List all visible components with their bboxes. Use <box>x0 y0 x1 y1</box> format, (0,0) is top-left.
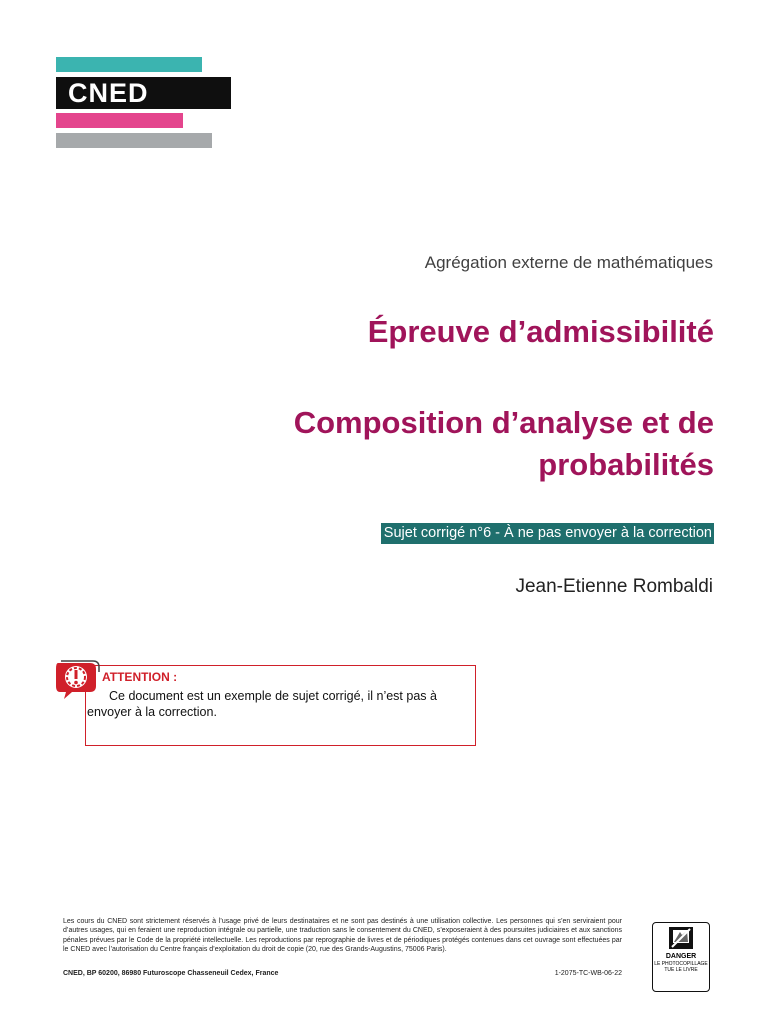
corrected-subject-tag: Sujet corrigé n°6 - À ne pas envoyer à la correction <box>381 523 714 544</box>
document-subject: Composition d’analyse et de probabilités <box>293 405 714 482</box>
danger-word: DANGER <box>665 953 697 960</box>
cned-logo <box>56 77 231 109</box>
logo-text: CNED <box>68 77 149 108</box>
legal-notice: Les cours du CNED sont strictement réservés à l’usage privé de leurs destinataires et ne sont pas destinés à une utilisation collective. Les personnes qui s’en serviraient pour d’autres usages, qui en feraient une reproduction intégrale ou partielle, une traduction sans le consentement du CNED, s’exposeraient à des poursuites judiciaires et aux sanctions pénales prévues par le Code de la propriété intellectuelle. Les reproductions par reprographie de livres et de périodiques protégés contenues dans cet ouvrage sont effectuées par le CNED avec l’autorisation du Centre français d’exploitation du droit de copie (20, rue des Grands-Augustins, 75006 Paris). <box>63 918 622 953</box>
cned-address: CNED, BP 60200, 86980 Futuroscope Chasseneuil Cedex, France <box>63 970 279 977</box>
logo-bar-grey <box>56 133 212 148</box>
logo-bar-teal <box>56 57 202 72</box>
warning-title: ATTENTION : <box>102 670 178 684</box>
photocopier-icon <box>666 923 696 951</box>
document-title: Épreuve d’admissibilité <box>367 314 714 349</box>
danger-photocopy-badge <box>652 922 710 992</box>
author-name: Jean-Etienne Rombaldi <box>515 576 713 597</box>
course-subtitle: Agrégation externe de mathématiques <box>424 253 713 272</box>
warning-text: Ce document est un exemple de sujet corrigé, il n’est pas à envoyer à la correction. <box>87 689 437 719</box>
logo-bar-pink <box>56 113 183 128</box>
danger-subtext: LE PHOTOCOPILLAGE TUE LE LIVRE <box>654 961 708 973</box>
document-reference: 1-2075-TC-WB-06-22 <box>554 970 622 977</box>
